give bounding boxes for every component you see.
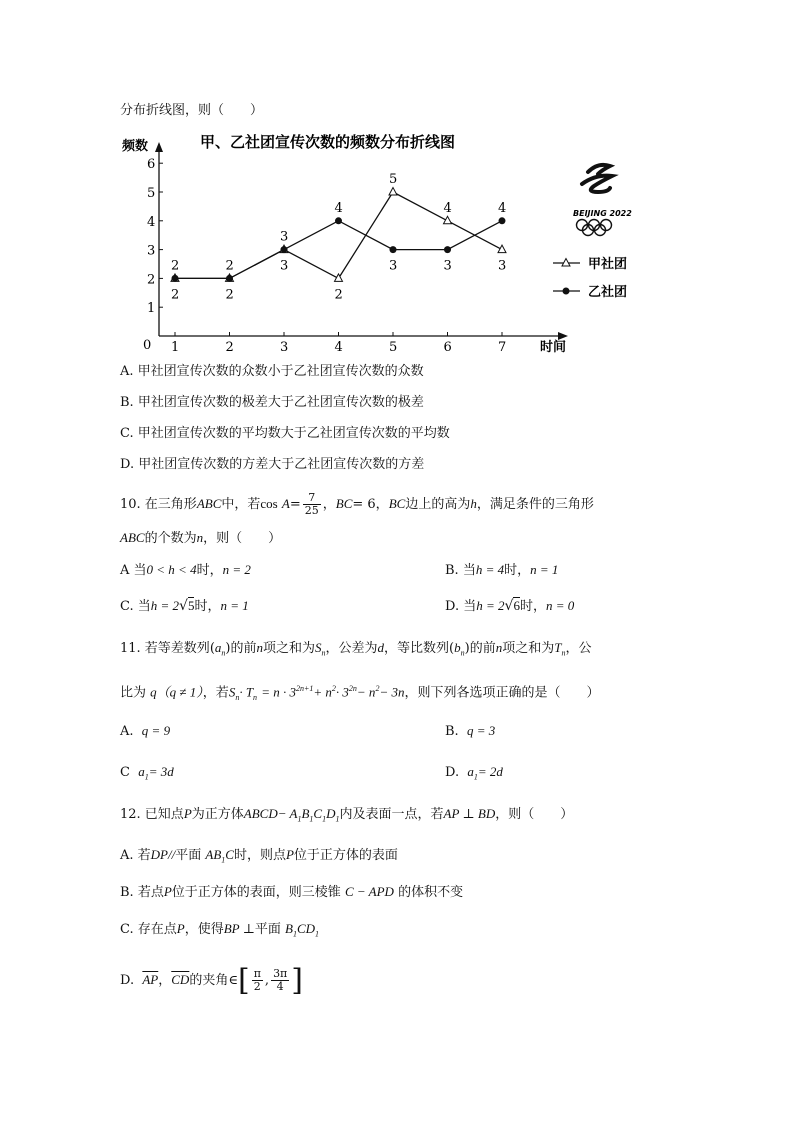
q12-stem: 12. 已知点P为正方体ABCD− $A_1B_1C_1D_1$内及表面一点，若AP ⊥ BD，则（ ） <box>120 806 574 824</box>
data-label: 4 <box>498 200 507 216</box>
data-label: 2 <box>334 287 343 303</box>
data-label: 2 <box>225 258 234 274</box>
q10-stem-line2: ABC的个数为n，则（ ） <box>120 530 282 546</box>
x-axis-label: 时间 <box>540 340 567 355</box>
legend-triangle-marker <box>562 259 570 267</box>
chart-title: 甲、乙社团宣传次数的频数分布折线图 <box>200 133 456 151</box>
q10-option-d: D. 当h = 2√6时，n = 0 <box>445 598 575 614</box>
legend-label-jia: 甲社团 <box>588 257 628 272</box>
x-tick-label: 5 <box>389 340 398 355</box>
question-intro: 分布折线图，则（ ） <box>120 103 264 118</box>
point-yi <box>172 275 179 282</box>
logo-text: BEIJING 2022 <box>573 209 632 218</box>
data-label: 3 <box>498 258 507 274</box>
y-tick-label: 3 <box>147 243 156 259</box>
x-tick-label: 2 <box>225 340 234 355</box>
data-label: 5 <box>389 172 398 187</box>
q9-option-b: B. 甲社团宣传次数的极差大于乙社团宣传次数的极差 <box>120 395 424 410</box>
q11-stem: 11. 若等差数列$(a_n)$的前n项之和为$S_n$，公差为d，等比数列$(b_n)$的前n项之和为$T_n$，公 <box>120 640 592 658</box>
x-tick-label: 7 <box>498 340 507 355</box>
y-tick-label: 2 <box>147 272 156 288</box>
data-label: 3 <box>389 258 398 274</box>
data-label: 2 <box>225 287 234 303</box>
legend-dot-marker <box>563 288 570 295</box>
q10-stem: 10. 在三角形ABC中，若cos A= $\frac{7}{25}$ ，BC= 6，BC边上的高为h，满足条件的三角形 <box>120 491 594 517</box>
series-line-yi <box>175 221 502 279</box>
q10-option-a: A 当0 < h < 4时，n = 2 <box>120 562 251 578</box>
q9-option-d: D. 甲社团宣传次数的方差大于乙社团宣传次数的方差 <box>120 457 425 472</box>
point-yi <box>499 217 506 224</box>
point-yi <box>390 246 397 253</box>
data-label: 2 <box>171 287 180 303</box>
y-tick-label: 6 <box>147 157 156 173</box>
point-yi <box>335 217 342 224</box>
q9-option-a: A. 甲社团宣传次数的众数小于乙社团宣传次数的众数 <box>120 364 424 379</box>
y-axis-label: 频数 <box>122 139 149 154</box>
data-label: 4 <box>334 200 343 216</box>
q12-option-c: C. 存在点P，使得BP ⊥平面 $B_1CD_1$ <box>120 921 320 939</box>
data-label: 2 <box>171 258 180 274</box>
y-tick-label: 5 <box>147 186 156 201</box>
data-label: 4 <box>443 200 452 216</box>
x-axis-arrow <box>558 332 568 340</box>
q12-option-a: A. 若DP//平面 $AB_1C$时，则点P位于正方体的表面 <box>120 847 398 865</box>
q12-option-d: D. $\overline{AP}$，$\overline{CD}$的夹角∈[ $\frac{\pi}{2}$ , $\frac{3\pi}{4}$ ] <box>120 962 304 998</box>
origin-label: 0 <box>143 338 152 353</box>
q11-option-a: A. q = 9 <box>120 723 171 739</box>
chart-legend <box>553 256 627 300</box>
legend-label-yi: 乙社团 <box>588 285 628 300</box>
y-tick-label: 4 <box>147 214 156 230</box>
y-tick-label: 1 <box>147 301 156 317</box>
q12-option-b: B. 若点P位于正方体的表面，则三棱锥 C − APD 的体积不变 <box>120 884 464 900</box>
data-label: 3 <box>280 258 289 274</box>
q10-option-b: B. 当h = 4时，n = 1 <box>445 562 559 578</box>
x-tick-label: 6 <box>443 340 452 355</box>
q9-option-c: C. 甲社团宣传次数的平均数大于乙社团宣传次数的平均数 <box>120 426 450 441</box>
point-jia <box>389 188 397 196</box>
x-tick-label: 1 <box>171 340 180 355</box>
data-label: 3 <box>280 229 289 245</box>
x-tick-label: 3 <box>280 340 289 355</box>
q11-stem-line2: 比为 q（q ≠ 1），若$S_n\cdot T_n = n \cdot 3^{2n+1}+ n^2\cdot 3^{2n}- n^2- 3n$，则下列各选项正确的是（ ） <box>120 684 600 702</box>
q10-option-c: C. 当h = 2√5时，n = 1 <box>120 598 249 614</box>
frequency-line-chart <box>118 128 678 360</box>
q11-option-c: C $a_1= 3d$ <box>120 764 174 782</box>
x-tick-label: 4 <box>334 340 343 355</box>
q11-option-b: B. q = 3 <box>445 723 496 739</box>
y-axis-arrow <box>155 142 163 152</box>
q11-option-d: D. $a_1= 2d$ <box>445 764 503 782</box>
beijing-2022-logo <box>573 165 632 236</box>
point-yi <box>226 275 233 282</box>
data-label: 3 <box>443 258 452 274</box>
point-yi <box>444 246 451 253</box>
point-yi <box>281 246 288 253</box>
